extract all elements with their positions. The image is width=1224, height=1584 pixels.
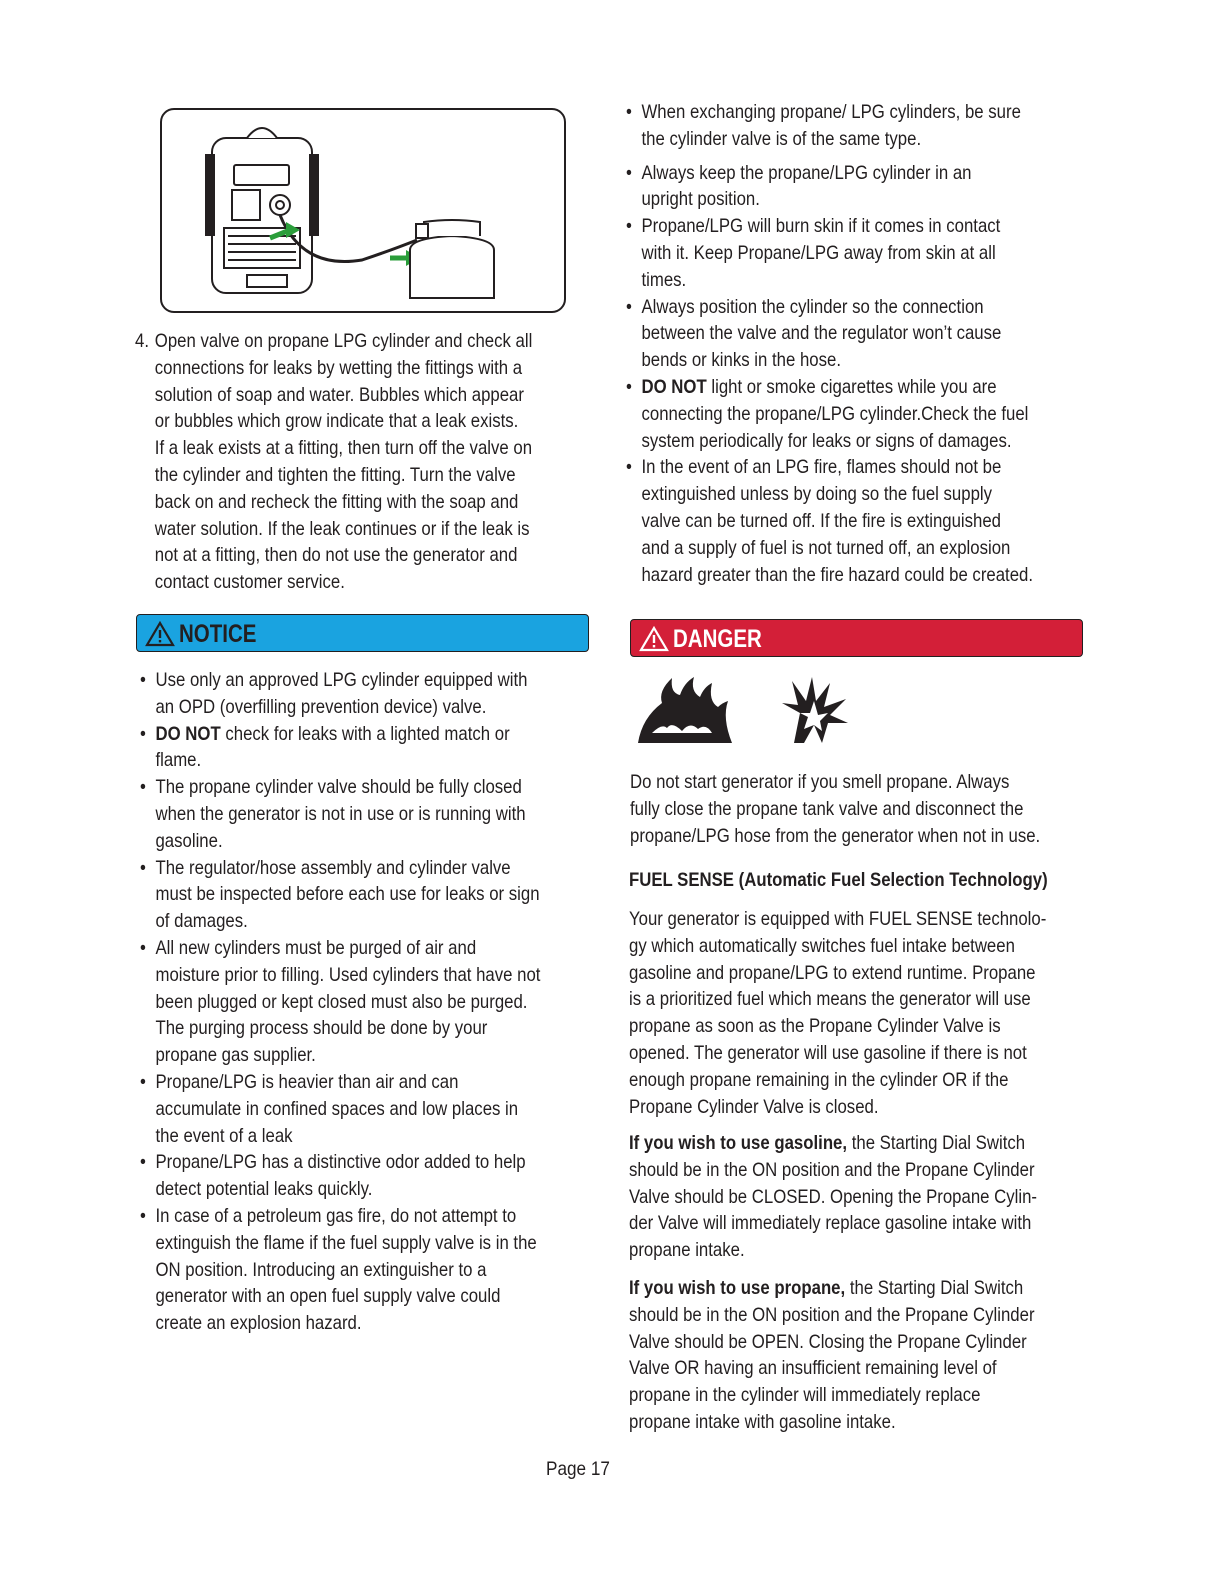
warning-triangle-icon [145, 621, 175, 647]
paragraph-line: propane as soon as the Propane Cylinder Valve is [629, 1015, 1001, 1038]
list-item: • In case of a petroleum gas fire, do not attempt to extinguish the flame if the fuel supply valve is in the ON position. Introducing an extinguisher to a generator with an open fuel supply valve could create an explosion hazard. [140, 1203, 540, 1337]
item-line: upright position. [641, 188, 760, 211]
paragraph-line: der Valve will immediately replace gasoline intake with [629, 1212, 1032, 1235]
item-line: when the generator is not in use or is running with [155, 802, 526, 825]
fuel-sense-paragraph [629, 906, 1046, 1120]
do-not-emphasis: DO NOT [641, 375, 707, 398]
fire-hazard-icon [638, 677, 732, 743]
paragraph-line: propane intake. [629, 1239, 745, 1262]
step-line: contact customer service. [154, 571, 345, 594]
list-item: • DO NOT check for leaks with a lighted match or flame. [140, 721, 540, 775]
notice-label: NOTICE [179, 620, 257, 648]
item-line: All new cylinders must be purged of air and [155, 936, 477, 959]
paragraph-line: gy which automatically switches fuel intake between [629, 934, 1015, 957]
step-line: Open valve on propane LPG cylinder and check all [154, 330, 533, 352]
item-line: create an explosion hazard. [155, 1312, 362, 1335]
notice-list [140, 667, 540, 1337]
item-line: flame. [155, 749, 202, 772]
list-item: • Use only an approved LPG cylinder equipped with an OPD (overfilling prevention device) valve. [140, 667, 540, 721]
item-line: propane gas supplier. [155, 1044, 316, 1067]
step-line: water solution. If the leak continues or if the leak is [154, 517, 530, 540]
generator-propane-figure [160, 108, 566, 313]
paragraph-line: the Starting Dial Switch [845, 1277, 1024, 1299]
item-line: Propane/LPG will burn skin if it comes in contact [641, 215, 1001, 238]
item-line: connecting the propane/LPG cylinder.Check the fuel [641, 402, 1029, 425]
generator-cylinder-illustration [162, 110, 564, 311]
step-line: back on and recheck the fitting with the soap and [154, 490, 519, 513]
item-line: with it. Keep Propane/LPG away from skin at all [641, 241, 996, 264]
page-number: Page 17 [546, 1458, 610, 1480]
step-line: If a leak exists at a fitting, then turn off the valve on [154, 437, 533, 460]
item-line: Propane/LPG has a distinctive odor added to help [155, 1151, 526, 1174]
item-line: In case of a petroleum gas fire, do not attempt to [155, 1204, 517, 1227]
item-line: between the valve and the regulator won’t cause [641, 322, 1002, 345]
item-line: and a supply of fuel is not turned off, an explosion [641, 536, 1011, 559]
list-item: • Propane/LPG will burn skin if it comes in contact with it. Keep Propane/LPG away from skin at all times. [626, 213, 1033, 293]
danger-line: fully close the propane tank valve and disconnect the [630, 797, 1024, 820]
danger-banner [630, 619, 1083, 657]
item-line: generator with an open fuel supply valve could [155, 1285, 501, 1308]
item-line: gasoline. [155, 829, 223, 852]
step-4-paragraph [135, 328, 532, 596]
item-line: bends or kinks in the hose. [641, 349, 841, 372]
step-line: solution of soap and water. Bubbles which appear [154, 383, 524, 406]
paragraph-line: gasoline and propane/LPG to extend runtime. Propane [629, 961, 1036, 984]
step-line: the cylinder and tighten the fitting. Turn the valve [154, 463, 516, 486]
list-item: • When exchanging propane/ LPG cylinders, be sure the cylinder valve is of the same type. [626, 99, 1033, 153]
item-line: extinguish the flame if the fuel supply valve is in the [155, 1231, 537, 1254]
list-item: • DO NOT light or smoke cigarettes while you are connecting the propane/LPG cylinder.Check the fuel system periodically for leaks or signs of damages. [626, 374, 1033, 454]
explosion-hazard-icon [782, 677, 848, 743]
paragraph-line: Propane Cylinder Valve is closed. [629, 1095, 879, 1118]
list-item: • The regulator/hose assembly and cylinder valve must be inspected before each use for leaks or sign of damages. [140, 855, 540, 935]
list-item: • The propane cylinder valve should be fully closed when the generator is not in use or is running with gasoline. [140, 774, 540, 854]
paragraph-line: should be in the ON position and the Propane Cylinder [629, 1303, 1035, 1326]
list-item: • Propane/LPG is heavier than air and can accumulate in confined spaces and low places in the event of a leak [140, 1069, 540, 1149]
item-line: an OPD (overfilling prevention device) valve. [155, 695, 487, 718]
item-line: ON position. Introducing an extinguisher to a [155, 1258, 487, 1281]
item-line: system periodically for leaks or signs of damages. [641, 429, 1012, 452]
paragraph-line: is a prioritized fuel which means the generator will use [629, 988, 1031, 1011]
item-line: Always keep the propane/LPG cylinder in an [641, 161, 972, 184]
gasoline-paragraph [629, 1130, 1037, 1264]
item-line: check for leaks with a lighted match or [220, 722, 510, 745]
propane-lead: If you wish to use propane, [629, 1277, 846, 1299]
paragraph-line: Valve should be OPEN. Closing the Propane Cylinder [629, 1330, 1027, 1353]
list-item: • Always keep the propane/LPG cylinder in an upright position. [626, 160, 1033, 214]
step-line: or bubbles which grow indicate that a leak exists. [154, 410, 519, 433]
list-item: • Propane/LPG has a distinctive odor added to help detect potential leaks quickly. [140, 1149, 540, 1203]
item-line: valve can be turned off. If the fire is extinguished [641, 509, 1002, 532]
paragraph-line: the Starting Dial Switch [847, 1132, 1026, 1154]
paragraph-line: Your generator is equipped with FUEL SENSE technolo- [629, 908, 1047, 930]
paragraph-line: Valve should be CLOSED. Opening the Propane Cylin- [629, 1185, 1038, 1208]
paragraph-line: propane intake with gasoline intake. [629, 1410, 896, 1433]
list-item: • Always position the cylinder so the connection between the valve and the regulator won’t cause bends or kinks in the hose. [626, 294, 1033, 374]
hazard-icons [632, 673, 862, 748]
item-line: Use only an approved LPG cylinder equipped with [155, 669, 528, 691]
item-line: of damages. [155, 910, 248, 933]
item-line: Propane/LPG is heavier than air and can [155, 1070, 459, 1093]
warning-triangle-icon [639, 626, 669, 652]
item-line: times. [641, 268, 687, 291]
item-line: Always position the cylinder so the connection [641, 295, 984, 318]
paragraph-line: propane in the cylinder will immediately replace [629, 1384, 981, 1407]
cylinder-safety-list [626, 99, 1033, 588]
fuel-sense-heading: FUEL SENSE (Automatic Fuel Selection Technology) [629, 869, 1048, 891]
item-line: extinguished unless by doing so the fuel supply [641, 483, 993, 506]
list-item: • In the event of an LPG fire, flames should not be extinguished unless by doing so the fuel supply valve can be turned off. If the fire is extinguished and a supply of fuel is not turned off, an explosion hazard greater than the fire hazard could be created. [626, 454, 1033, 588]
gasoline-lead: If you wish to use gasoline, [629, 1132, 848, 1154]
danger-label: DANGER [673, 625, 762, 653]
danger-line: Do not start generator if you smell propane. Always [630, 771, 1010, 793]
step-number: 4. [135, 330, 149, 352]
item-line: The regulator/hose assembly and cylinder valve [155, 856, 511, 879]
item-line: moisture prior to filling. Used cylinders that have not [155, 963, 541, 986]
paragraph-line: Valve OR having an insufficient remaining level of [629, 1357, 997, 1380]
item-line: been plugged or kept closed must also be purged. [155, 990, 528, 1013]
item-line: the cylinder valve is of the same type. [641, 127, 922, 150]
do-not-emphasis: DO NOT [155, 722, 221, 745]
item-line: In the event of an LPG fire, flames should not be [641, 456, 1002, 479]
step-line: not at a fitting, then do not use the generator and [154, 544, 518, 567]
item-line: must be inspected before each use for leaks or sign [155, 883, 540, 906]
notice-banner [136, 614, 589, 652]
paragraph-line: should be in the ON position and the Propane Cylinder [629, 1158, 1035, 1181]
paragraph-line: opened. The generator will use gasoline if there is not [629, 1041, 1027, 1064]
item-line: The purging process should be done by your [155, 1017, 488, 1040]
item-line: The propane cylinder valve should be fully closed [155, 776, 522, 799]
danger-text [630, 769, 1040, 849]
item-line: the event of a leak [155, 1124, 293, 1147]
propane-paragraph [629, 1275, 1035, 1436]
paragraph-line: enough propane remaining in the cylinder OR if the [629, 1068, 1009, 1091]
item-line: light or smoke cigarettes while you are [706, 375, 997, 398]
danger-line: propane/LPG hose from the generator when not in use. [630, 824, 1041, 847]
list-item: • All new cylinders must be purged of air and moisture prior to filling. Used cylinders that have not been plugged or kept closed must also be purged. The purging process should be done by your propane gas supplier. [140, 935, 540, 1069]
item-line: detect potential leaks quickly. [155, 1178, 373, 1201]
step-line: connections for leaks by wetting the fittings with a [154, 356, 523, 379]
item-line: When exchanging propane/ LPG cylinders, be sure [641, 101, 1021, 123]
item-line: hazard greater than the fire hazard could be created. [641, 563, 1034, 586]
item-line: accumulate in confined spaces and low places in [155, 1097, 519, 1120]
